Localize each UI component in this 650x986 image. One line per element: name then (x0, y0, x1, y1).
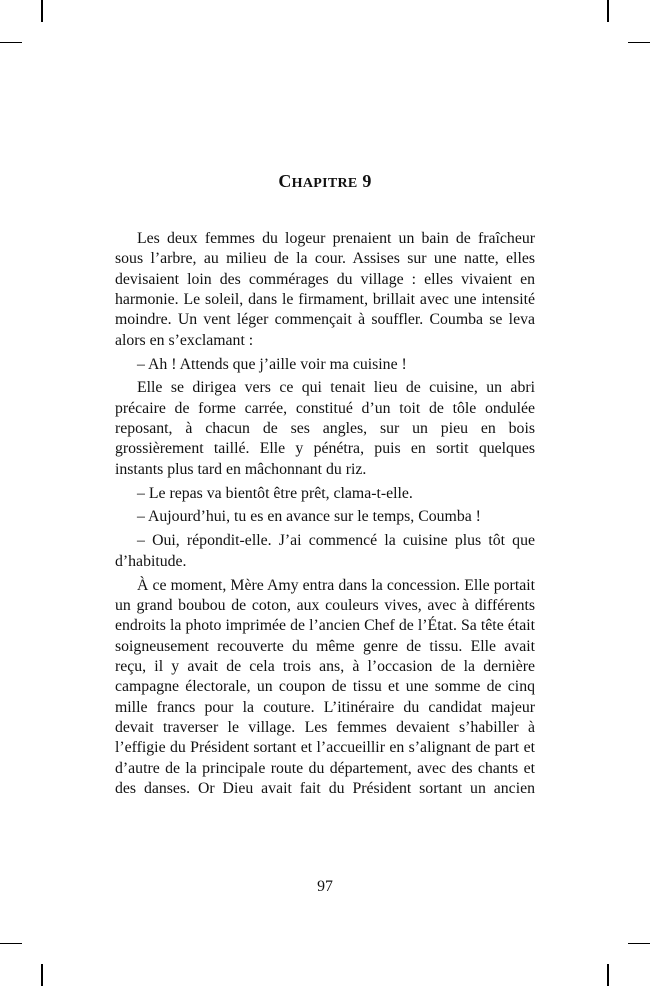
chapter-title-rest: HAPITRE (291, 176, 358, 191)
chapter-title-initial: C (278, 171, 292, 191)
crop-mark-top-left-vertical (41, 0, 43, 22)
crop-mark-bottom-left-horizontal (0, 943, 22, 944)
chapter-number: 9 (362, 171, 372, 191)
paragraph: – Aujourd’hui, tu es en avance sur le temps, Coumba ! (137, 508, 481, 526)
paragraph: À ce moment, Mère Amy entra dans la concession. Elle portait un grand boubou de coton, aux couleurs vives, avec à différents endroits la photo imprimée de l’ancien Chef de l’État. Sa tête était soigneusement recouverte du même genre de tissu. Elle avait reçu, il y avait de cela trois ans, à l’occasion de la dernière campagne électorale, un coupon de tissu et une somme de cinq mille francs pour la couture. L’itinéraire du candidat majeur devait traverser le village. Les femmes devaient s’habiller à l’effigie du Président sortant et l’accueillir en s’alignant de part et d’autre de la principale route du département, avec des chants et des danses. Or Dieu avait fait du Président sortant un ancien (115, 576, 535, 797)
body-text (115, 229, 535, 803)
crop-mark-bottom-right-vertical (607, 964, 609, 986)
crop-mark-bottom-right-horizontal (628, 943, 650, 944)
paragraph: Elle se dirigea vers ce qui tenait lieu de cuisine, un abri précaire de forme carrée, constitué d’un toit de tôle ondulée reposant, à chacun de ses angles, sur un pieu en bois grossièrement taillé. Elle y pénétra, puis en sortit quelques instants plus tard en mâchonnant du riz. (115, 379, 535, 478)
paragraph: – Ah ! Attends que j’aille voir ma cuisine ! (137, 355, 407, 373)
paragraph: – Le repas va bientôt être prêt, clama-t-elle. (137, 484, 413, 502)
paragraph: Les deux femmes du logeur prenaient un bain de fraîcheur sous l’arbre, au milieu de la cour. Assises sur une natte, elles devisaient loin des commérages du village : elles vivaient en harmonie. Le soleil, dans le firmament, brillait avec une intensité moindre. Un vent léger commençait à souffler. Coumba se leva alors en s’exclamant : (115, 230, 535, 349)
chapter-title (0, 171, 650, 192)
crop-mark-top-left-horizontal (0, 42, 22, 43)
page-number: 97 (317, 878, 333, 895)
crop-mark-top-right-vertical (607, 0, 609, 22)
crop-mark-bottom-left-vertical (41, 964, 43, 986)
crop-mark-top-right-horizontal (628, 42, 650, 43)
paragraph: – Oui, répondit-elle. J’ai commencé la cuisine plus tôt que d’habitude. (115, 532, 535, 570)
